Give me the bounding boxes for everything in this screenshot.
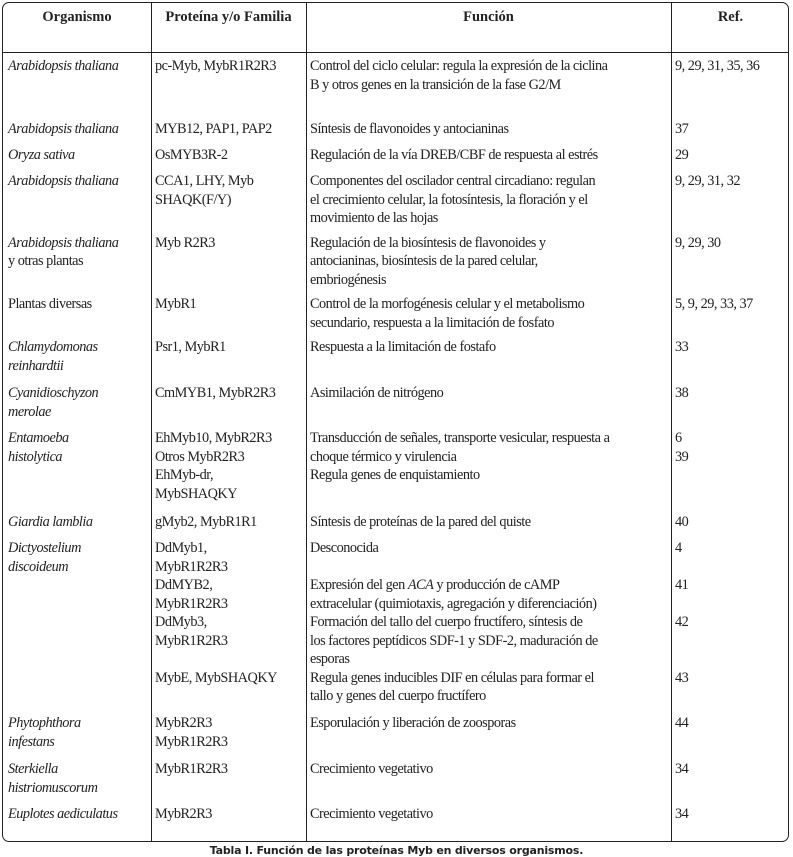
entry: [151, 714, 790, 751]
function-cell: [306, 295, 671, 332]
organism-suffix: y otras plantas: [8, 253, 84, 269]
organism-name: Arabidopsis thaliana: [8, 173, 119, 189]
ref-cell: 43: [675, 669, 689, 686]
entry: [151, 760, 790, 779]
table-row: [3, 291, 788, 334]
ref-cell: 39: [675, 448, 689, 465]
header-protein: Proteína y/o Familia: [165, 9, 292, 25]
entry: [151, 513, 790, 532]
function-cell: [306, 714, 671, 751]
organism-cell: [3, 425, 151, 509]
ref-cell: 9, 29, 30: [675, 234, 721, 251]
organism-cell: [3, 509, 151, 535]
table-row: [3, 801, 788, 841]
organism-name: Entamoeba histolytica: [8, 430, 69, 465]
ref-cell: 37: [675, 121, 689, 137]
function-text: choque térmico y virulencia: [310, 448, 457, 465]
function-text: y producción de cAMP extracelular (quimiotaxis, agregación y diferenciación): [310, 577, 597, 612]
protein-cell: MYB12, PAP1, PAP2: [155, 121, 272, 137]
table-header: [3, 3, 788, 53]
organism-name: Oryza sativa: [8, 147, 75, 163]
function-text: Regulación de la biosíntesis de flavonoides y antocianinas, biosíntesis de la pared celular, embriogénesis: [310, 234, 546, 288]
entries: [151, 380, 790, 425]
ref-cell: 33: [675, 339, 689, 355]
entry: [151, 466, 790, 503]
entry: [151, 539, 790, 576]
ref-cell: 9, 29, 31, 35, 36: [675, 58, 760, 74]
entry: [151, 146, 790, 165]
function-cell: [306, 576, 671, 613]
entry: [151, 234, 790, 290]
function-text: Regula genes de enquistamiento: [310, 467, 480, 483]
entry: [151, 295, 790, 332]
organism-cell: [3, 801, 151, 841]
organism-name: Arabidopsis thaliana: [8, 234, 119, 251]
organism-cell: [3, 334, 151, 380]
protein-cell: Otros MybR2R3: [155, 448, 245, 465]
protein-cell: pc-Myb, MybR1R2R3: [155, 58, 276, 74]
function-text: Regulación de la vía DREB/CBF de respuesta al estrés: [310, 147, 598, 163]
function-cell: [306, 57, 671, 94]
organism-cell: [3, 230, 151, 292]
ref-cell: 29: [675, 147, 689, 163]
table-row: [3, 53, 788, 116]
ref-cell: 34: [675, 761, 689, 777]
function-text: Transducción de señales, transporte vesicular, respuesta a: [310, 430, 610, 446]
protein-cell: MybE, MybSHAQKY: [155, 669, 277, 686]
protein-cell: MybR2R3 MybR1R2R3: [155, 715, 228, 750]
table-row: [3, 710, 788, 756]
ref-cell: 38: [675, 385, 689, 401]
table-row: [3, 116, 788, 142]
table-caption: Tabla I. Función de las proteínas Myb en diversos organismos.: [209, 844, 584, 857]
protein-cell: EhMyb10, MybR2R3: [155, 430, 272, 446]
function-text: Componentes del oscilador central circadiano: regulan el crecimiento celular, la fotosíntesis, la floración y el movimiento de las hojas: [310, 173, 596, 226]
entries: [151, 334, 790, 380]
protein-cell: OsMYB3R-2: [155, 147, 228, 163]
table-row: [3, 334, 788, 380]
function-text: Formación del tallo del cuerpo fructífero, síntesis de los factores peptídicos SDF-1 y SDF-2, maduración de esporas: [310, 614, 598, 667]
function-cell: [306, 448, 671, 467]
protein-cell: MybR1: [155, 296, 197, 312]
entry: [151, 172, 790, 228]
myb-proteins-table: [2, 2, 789, 842]
gene-name: ACA: [407, 577, 434, 593]
organism-cell: [3, 380, 151, 425]
entries: [151, 509, 790, 535]
function-cell: [306, 120, 671, 139]
function-cell: [306, 234, 671, 290]
entry: [151, 805, 790, 824]
organism-name: Euplotes aediculatus: [8, 806, 118, 822]
entries: [151, 710, 790, 756]
entries: [151, 756, 790, 801]
organism-name: Arabidopsis thaliana: [8, 121, 119, 137]
function-cell: [306, 539, 671, 576]
entries: [151, 168, 790, 230]
function-text: Control del ciclo celular: regula la expresión de la ciclina B y otros genes en la transición de la fase G2/M: [310, 58, 608, 93]
table-row: [3, 168, 788, 230]
function-cell: [306, 338, 671, 357]
function-cell: [306, 466, 671, 503]
organism-cell: [3, 53, 151, 116]
entries: [151, 425, 790, 509]
function-text: Regula genes inducibles DIF en células para formar el tallo y genes del cuerpo fructífero: [310, 669, 594, 704]
table-row: [3, 230, 788, 292]
function-text: Esporulación y liberación de zoosporas: [310, 715, 516, 731]
entry: [151, 57, 790, 94]
protein-cell: MybR1R2R3: [155, 761, 228, 777]
ref-cell: [671, 466, 790, 503]
protein-cell: CCA1, LHY, Myb SHAQK(F/Y): [155, 173, 254, 208]
entry: [151, 429, 790, 448]
header-function: Función: [463, 9, 514, 25]
protein-cell: DdMyb3, MybR1R2R3: [155, 614, 228, 649]
protein-cell: EhMyb-dr, MybSHAQKY: [155, 467, 238, 502]
organism-cell: [3, 756, 151, 801]
entry: [151, 448, 790, 467]
table-row: [3, 535, 788, 710]
organism-cell: [3, 116, 151, 142]
protein-cell: DdMYB2, MybR1R2R3: [155, 577, 228, 612]
entries: [151, 801, 790, 841]
entry: [151, 384, 790, 403]
entry: [151, 613, 790, 669]
organism-cell: [3, 168, 151, 230]
table-row: [3, 509, 788, 535]
function-text: Crecimiento vegetativo: [310, 806, 433, 822]
organism-cell: [3, 710, 151, 756]
function-text: Crecimiento vegetativo: [310, 761, 433, 777]
organism-name: Plantas diversas: [8, 296, 92, 312]
ref-cell: 6: [675, 430, 682, 446]
ref-cell: 42: [675, 614, 689, 630]
ref-cell: 40: [675, 514, 689, 530]
function-cell: [306, 513, 671, 532]
entry: [151, 576, 790, 613]
header-organism: Organismo: [42, 9, 112, 25]
organism-cell: [3, 291, 151, 334]
ref-cell: 9, 29, 31, 32: [675, 173, 740, 189]
ref-cell: 34: [675, 806, 689, 822]
function-cell: [306, 146, 671, 165]
protein-cell: CmMYB1, MybR2R3: [155, 385, 276, 401]
protein-cell: Psr1, MybR1: [155, 339, 226, 355]
function-text: Desconocida: [310, 540, 379, 556]
entries: [151, 116, 790, 142]
protein-cell: Myb R2R3: [155, 234, 215, 251]
table-row: [3, 142, 788, 168]
function-cell: [306, 805, 671, 824]
organism-name: Sterkiella histriomuscorum: [8, 761, 98, 796]
function-cell: [306, 760, 671, 779]
function-text: Respuesta a la limitación de fostafo: [310, 339, 496, 355]
function-text: Asimilación de nitrógeno: [310, 385, 444, 401]
entries: [151, 535, 790, 710]
organism-name: Arabidopsis thaliana: [8, 58, 119, 74]
organism-name: Chlamydomonas reinhardtii: [8, 339, 98, 374]
entry: [151, 120, 790, 139]
table-row: [3, 756, 788, 801]
entry: [151, 669, 790, 706]
function-cell: [306, 384, 671, 403]
function-cell: [306, 429, 671, 448]
function-cell: [306, 669, 671, 706]
function-text: Síntesis de flavonoides y antocianinas: [310, 121, 509, 137]
organism-cell: [3, 142, 151, 168]
entry: [151, 338, 790, 357]
entries: [151, 230, 790, 292]
organism-name: Giardia lamblia: [8, 514, 93, 530]
organism-cell: [3, 535, 151, 710]
entries: [151, 142, 790, 168]
ref-cell: 5, 9, 29, 33, 37: [675, 296, 753, 312]
function-text: Expresión del gen: [310, 577, 408, 593]
table-body: [3, 53, 788, 841]
entries: [151, 291, 790, 334]
organism-name: Cyanidioschyzon merolae: [8, 385, 99, 420]
protein-cell: gMyb2, MybR1R1: [155, 514, 257, 530]
function-cell: [306, 613, 671, 669]
function-text: Síntesis de proteínas de la pared del quiste: [310, 514, 531, 530]
entries: [151, 53, 790, 116]
function-cell: [306, 172, 671, 228]
function-text: Control de la morfogénesis celular y el metabolismo secundario, respuesta a la limitación de fosfato: [310, 296, 585, 331]
table-row: [3, 425, 788, 509]
header-ref: Ref.: [717, 9, 744, 25]
ref-cell: 44: [675, 715, 689, 731]
organism-name: Phytophthora infestans: [8, 715, 81, 750]
organism-name: Dictyostelium discoideum: [8, 540, 81, 575]
protein-cell: MybR2R3: [155, 806, 212, 822]
protein-cell: DdMyb1, MybR1R2R3: [155, 540, 228, 575]
table-row: [3, 380, 788, 425]
ref-cell: 41: [675, 577, 689, 593]
ref-cell: 4: [675, 540, 682, 556]
